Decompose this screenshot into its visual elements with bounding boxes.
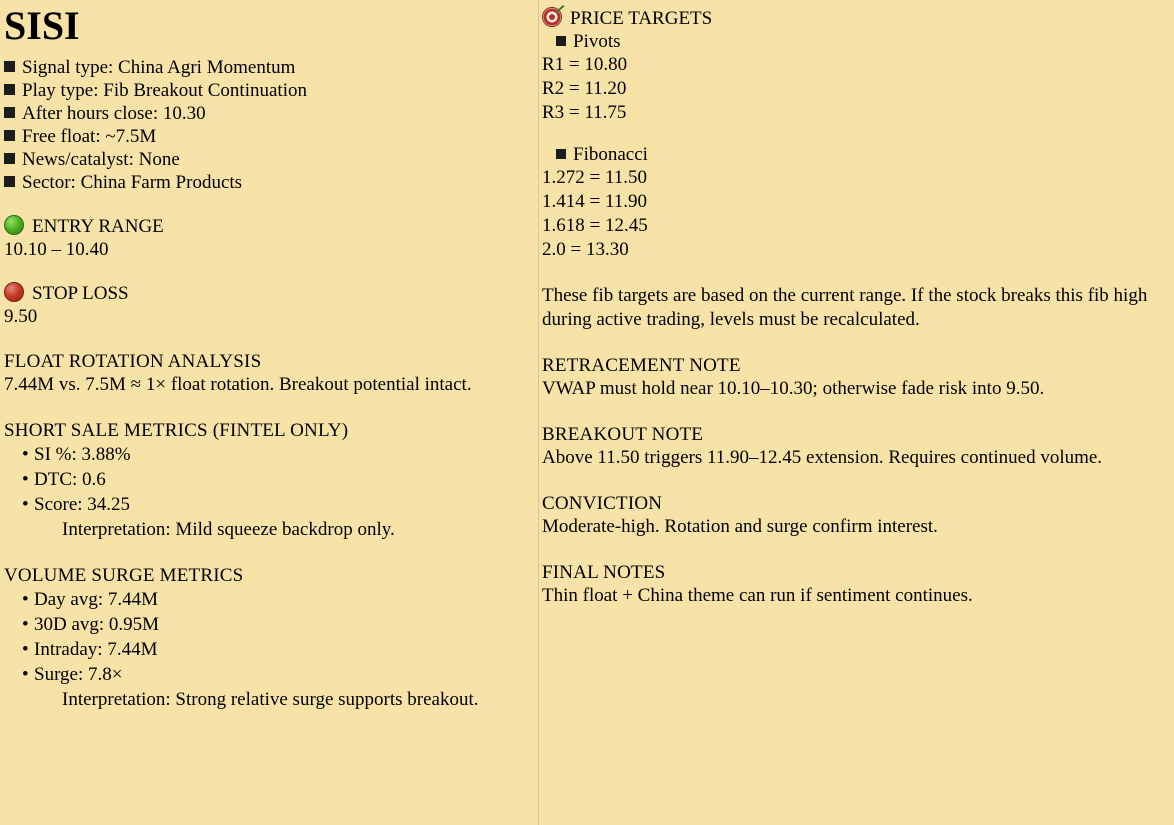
fib-targets-note: These fib targets are based on the current range. If the stock breaks this fib high during active trading, levels must be recalculated. [542, 285, 1148, 330]
list-item: • Surge: 7.8× [34, 662, 530, 687]
entry-range-label: ENTRY RANGE [32, 216, 164, 237]
pivot-row: R1 = 10.80 [542, 54, 628, 75]
fact-text: After hours close: 10.30 [22, 103, 206, 124]
pivot-row: R3 = 11.75 [542, 102, 627, 123]
right-column [538, 0, 1174, 825]
list-item: • Intraday: 7.44M [34, 637, 530, 662]
fact-row [4, 171, 530, 194]
short-sale-interpretation: Interpretation: Mild squeeze backdrop only. [62, 519, 395, 540]
fibonacci-heading [542, 143, 1166, 166]
list-item: • DTC: 0.6 [34, 467, 530, 492]
fact-row [4, 125, 530, 148]
final-notes-body: Thin float + China theme can run if sentiment continues. [542, 585, 973, 606]
pivots-heading [542, 30, 1166, 53]
list-item: • Score: 34.25 [34, 492, 530, 517]
fact-row [4, 79, 530, 102]
square-bullet-icon [4, 153, 15, 164]
square-bullet-icon [556, 149, 566, 159]
green-circle-icon [4, 215, 24, 235]
fact-text: Play type: Fib Breakout Continuation [22, 80, 307, 101]
red-circle-icon [4, 282, 24, 302]
final-notes-heading: FINAL NOTES [542, 562, 666, 583]
fact-row [4, 102, 530, 125]
retracement-note-heading: RETRACEMENT NOTE [542, 355, 741, 376]
left-column [0, 0, 538, 825]
list-item: • Day avg: 7.44M [34, 587, 530, 612]
stop-loss-label: STOP LOSS [32, 283, 129, 304]
price-targets-label: PRICE TARGETS [570, 8, 713, 29]
conviction-heading: CONVICTION [542, 493, 663, 514]
price-targets-heading [542, 4, 1166, 30]
square-bullet-icon [4, 130, 15, 141]
pivots-label: Pivots [573, 31, 621, 52]
fibonacci-label: Fibonacci [573, 144, 648, 165]
volume-surge-interpretation: Interpretation: Strong relative surge supports breakout. [62, 689, 479, 710]
entry-range-value: 10.10 – 10.40 [4, 239, 109, 260]
square-bullet-icon [4, 176, 15, 187]
short-sale-list [4, 442, 530, 517]
fact-text: Signal type: China Agri Momentum [22, 57, 296, 78]
fibonacci-row: 1.272 = 11.50 [542, 167, 648, 188]
breakout-note-body: Above 11.50 triggers 11.90–12.45 extension. Requires continued volume. [542, 447, 1103, 468]
square-bullet-icon [4, 61, 15, 72]
short-sale-heading: SHORT SALE METRICS (FINTEL ONLY) [4, 420, 349, 441]
fibonacci-row: 2.0 = 13.30 [542, 239, 629, 260]
volume-surge-heading: VOLUME SURGE METRICS [4, 565, 244, 586]
square-bullet-icon [4, 84, 15, 95]
square-bullet-icon [4, 107, 15, 118]
fact-row [4, 56, 530, 79]
target-icon [542, 7, 562, 27]
list-item: • SI %: 3.88% [34, 442, 530, 467]
pivot-row: R2 = 11.20 [542, 78, 627, 99]
list-item: • 30D avg: 0.95M [34, 612, 530, 637]
fact-text: News/catalyst: None [22, 149, 180, 170]
breakout-note-heading: BREAKOUT NOTE [542, 424, 704, 445]
float-rotation-body: 7.44M vs. 7.5M ≈ 1× float rotation. Breakout potential intact. [4, 374, 472, 395]
fibonacci-row: 1.414 = 11.90 [542, 191, 648, 212]
entry-range-heading [4, 212, 530, 238]
float-rotation-heading: FLOAT ROTATION ANALYSIS [4, 351, 262, 372]
stop-loss-heading [4, 279, 530, 305]
fibonacci-row: 1.618 = 12.45 [542, 215, 648, 236]
conviction-body: Moderate-high. Rotation and surge confirm interest. [542, 516, 938, 537]
fact-text: Sector: China Farm Products [22, 172, 243, 193]
column-divider [538, 0, 539, 825]
fact-text: Free float: ~7.5M [22, 126, 157, 147]
volume-surge-list [4, 587, 530, 687]
page-title: SISI [4, 3, 80, 48]
retracement-note-body: VWAP must hold near 10.10–10.30; otherwise fade risk into 9.50. [542, 378, 1045, 399]
fact-row [4, 148, 530, 171]
square-bullet-icon [556, 36, 566, 46]
stop-loss-value: 9.50 [4, 306, 38, 327]
